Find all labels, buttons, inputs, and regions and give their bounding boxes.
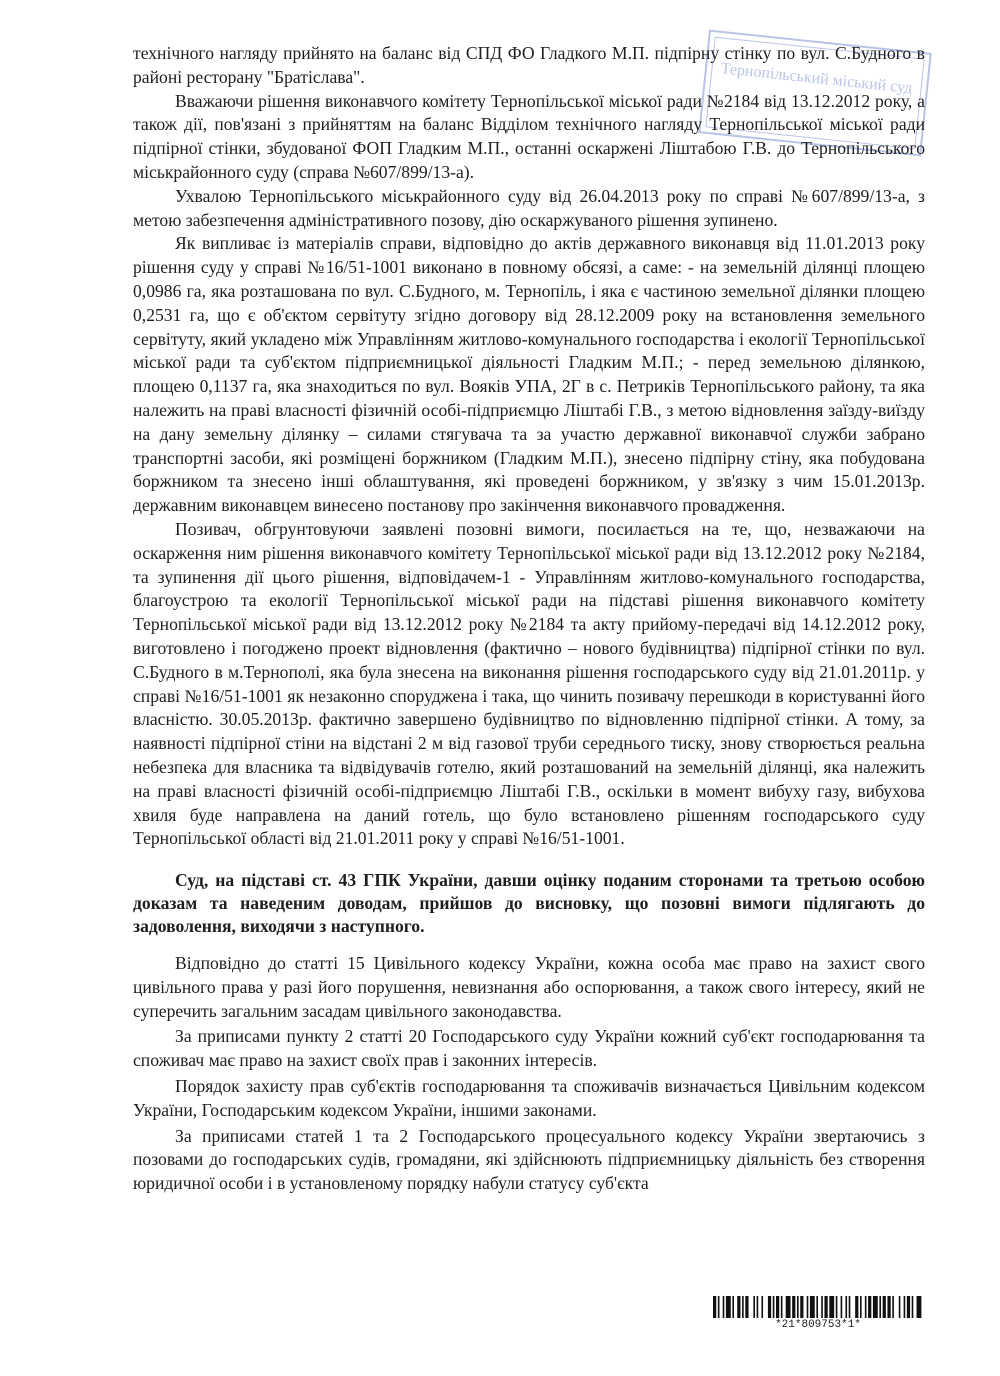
barcode-bar bbox=[776, 1296, 779, 1318]
barcode-bar bbox=[723, 1296, 725, 1318]
barcode bbox=[713, 1296, 923, 1318]
document-page bbox=[133, 42, 925, 1196]
court-conclusion-heading: Суд, на підставі ст. 43 ГПК України, давши оцінку поданим сторонами та третьою особою доказам та наведеним доводам, прийшов до висновку, що позовні вимоги підлягають до задоволення, виходячи з наступного. bbox=[133, 870, 925, 937]
barcode-bar bbox=[917, 1296, 922, 1318]
barcode-bar bbox=[768, 1296, 771, 1318]
barcode-bar bbox=[737, 1296, 740, 1318]
barcode-bar bbox=[773, 1296, 775, 1318]
barcode-bar bbox=[792, 1296, 795, 1318]
paragraph-5: Позивач, обгрунтовуючи заявлені позовні вимоги, посилається на те, що, незважаючи на оскарження ним рішення виконавчого комітету Тернопільської міської ради від 13.12.2012 року №2184, та зупинення дії цього рішення, відповідачем-1 - Управлінням житлово-комунального господарства, благоустрою та екології Тернопільської міської ради на підставі рішення виконавчого комітету Тернопільської міської ради від 13.12.2012 року №2184 та акту прийому-передачі від 14.12.2012 року, виготовлено і погоджено проект відновлення (фактично – нового будівництва) підпірної стінки по вул. С.Будного в м.Тернополі, яка була знесена на виконання рішення господарського суду від 21.01.2011р. у справі №16/51-1001 як незаконно споруджена і така, що чинить позивачу перешкоди в користуванні його власністю. 30.05.2013р. фактично завершено будівництво по відновленню підпірної стінки. А тому, за наявності підпірної стіни на відстані 2 м від газової труби середнього тиску, знову створюється реальна небезпека для власника та відвідувачів готелю, який розташований на земельній ділянці, яка належить на праві власності фізичній особі-підприємцю Ліштабі Г.В., оскільки в момент вибуху газу, вибухова хвиля буде направлена на даний готель, що було встановлено рішенням господарського суду Тернопільської області від 21.01.2011 року у справі №16/51-1001. bbox=[133, 518, 925, 849]
barcode-bar bbox=[732, 1296, 734, 1318]
barcode-bar bbox=[865, 1296, 867, 1318]
paragraph-8: За приписами пункту 2 статті 20 Господарського суду України кожний суб'єкт господарювання та споживач має право на захист своїх прав і законних інтересів. bbox=[133, 1026, 925, 1071]
barcode-bar bbox=[824, 1296, 827, 1318]
barcode-bar bbox=[860, 1296, 862, 1318]
barcode-bar bbox=[879, 1296, 881, 1318]
barcode-bar bbox=[912, 1296, 914, 1318]
barcode-bar bbox=[829, 1296, 834, 1318]
paragraph-4: Як випливає із матеріалів справи, відповідно до актів державного виконавця від 11.01.2013 року рішення суду у справі №16/51-1001 виконано в повному обсязі, а саме: - на земельній ділянці площею 0,0986 га, яка розташована по вул. С.Будного, м. Тернопіль, і яка є частиною земельної ділянки площею 0,2531 га, що є об'єктом сервітуту згідно договору від 28.12.2009 року на встановлення земельного сервітуту, який укладено між Управлінням житлово-комунального господарства і екології Тернопільської міської ради та суб'єктом підприємницької діяльності Гладким М.П.; - перед земельною ділянкою, площею 0,1137 га, яка знаходиться по вул. Вояків УПА, 2Г в с. Петриків Тернопільського району, та яка належить на праві власності фізичній особі-підприємцю Ліштабі Г.В., з метою відновлення заїзду-виїзду на дану земельну ділянку – силами стягувача та за участю державної виконавчої служби забрано транспортні засоби, які розміщені боржником (Гладким М.П.), знесено підпірну стіну, яка побудована боржником та знесено інші облаштування, які проведені боржником, у зв'язку з чим 15.01.2013р. державним виконавцем винесено постанову про закінчення виконавчого провадження. bbox=[133, 233, 925, 516]
paragraph-3: Ухвалою Тернопільського міськрайонного суду від 26.04.2013 року по справі №607/899/13-а, з метою забезпечення адміністративного позову, дію оскаржуваного рішення зупинено. bbox=[133, 185, 925, 230]
barcode-bar bbox=[849, 1296, 851, 1318]
barcode-bar bbox=[907, 1296, 910, 1318]
barcode-bar bbox=[873, 1296, 878, 1318]
paragraph-7: Відповідно до статті 15 Цивільного кодексу України, кожна особа має право на захист свого цивільного права у разі його порушення, невизнання або оспорювання, а також свого інтересу, який не суперечить загальним засадам цивільного законодавства. bbox=[133, 953, 925, 1021]
barcode-number: *21*809753*1* bbox=[775, 1319, 861, 1331]
paragraph-10: За приписами статей 1 та 2 Господарського процесуального кодексу України звертаючись з позовами до господарських судів, громадяни, які здійснюють підприємницьку діяльність без створення юридичної особи і в установленому порядку набули статусу суб'єкта bbox=[133, 1125, 925, 1194]
barcode-bar bbox=[745, 1296, 748, 1318]
barcode-bar bbox=[816, 1296, 818, 1318]
barcode-bar bbox=[899, 1296, 901, 1318]
barcode-bar bbox=[836, 1296, 838, 1318]
barcode-bar bbox=[855, 1296, 858, 1318]
paragraph-1: технічного нагляду прийнято на баланс від СПД ФО Гладкого М.П. підпірну стінку по вул. С.Будного в районі ресторану "Братіслава". bbox=[133, 43, 925, 87]
paragraph-9: Порядок захисту прав суб'єктів господарювання та споживачів визначається Цивільним кодексом України, Господарським кодексом України, іншими законами. bbox=[133, 1076, 925, 1120]
barcode-bar bbox=[781, 1296, 783, 1318]
barcode-bar bbox=[868, 1296, 871, 1318]
barcode-bar bbox=[845, 1296, 847, 1318]
barcode-bar bbox=[761, 1296, 763, 1318]
barcode-bar bbox=[800, 1296, 803, 1318]
barcode-bar bbox=[797, 1296, 799, 1318]
barcode-bar bbox=[810, 1296, 815, 1318]
barcode-bar bbox=[757, 1296, 759, 1318]
barcode-bar bbox=[726, 1296, 731, 1318]
paragraph-2: Вважаючи рішення виконавчого комітету Тернопільської міської ради №2184 від 13.12.2012 року, а також дії, пов'язані з прийняттям на баланс Відділом технічного нагляду Тернопільської міської ради підпірної стінки, збудованої ФОП Гладким М.П., останні оскаржені Ліштабою Г.В. до Тернопільського міськрайонного суду (справа №607/899/13-а). bbox=[133, 90, 925, 182]
barcode-bar bbox=[887, 1296, 890, 1318]
barcode-bar bbox=[753, 1296, 755, 1318]
barcode-bar bbox=[883, 1296, 886, 1318]
barcode-bar bbox=[718, 1296, 720, 1318]
barcode-bar bbox=[904, 1296, 906, 1318]
barcode-bar bbox=[807, 1296, 809, 1318]
barcode-bar bbox=[841, 1296, 843, 1318]
barcode-bar bbox=[786, 1296, 791, 1318]
barcode-bar bbox=[892, 1296, 894, 1318]
barcode-bar bbox=[713, 1296, 716, 1318]
barcode-bar bbox=[742, 1296, 744, 1318]
barcode-bar bbox=[821, 1296, 823, 1318]
stamp-text: Тернопільський міський суд bbox=[719, 60, 914, 98]
